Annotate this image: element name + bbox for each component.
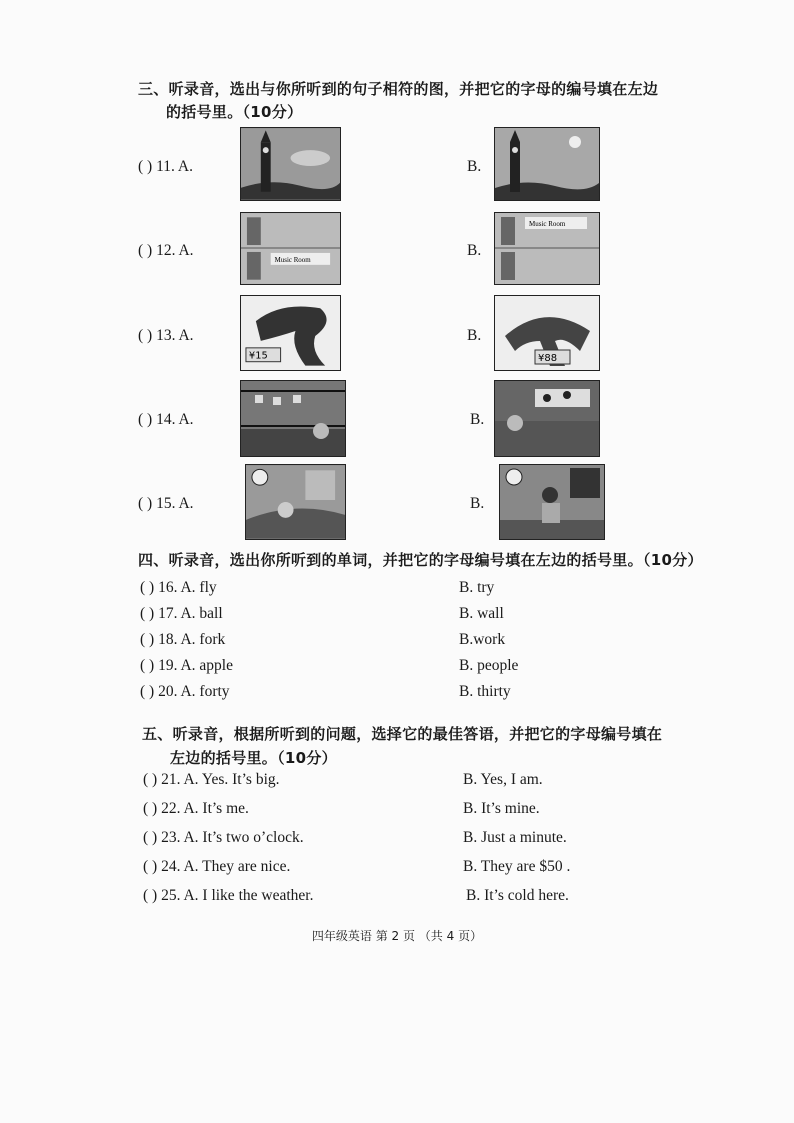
question-25-a: ( ) 25. A. I like the weather. (143, 887, 314, 904)
question-16-b: B. try (459, 579, 495, 596)
question-20-a: ( ) 20. A. forty (140, 683, 230, 700)
question-16-a: ( ) 16. A. fly (140, 579, 217, 596)
picture-12b-doors (494, 212, 600, 285)
question-20-b: B. thirty (459, 683, 511, 700)
question-22-a: ( ) 22. A. It’s me. (143, 800, 249, 817)
question-11-label: ( ) 11. A. (138, 158, 193, 175)
question-14-label: ( ) 14. A. (138, 411, 194, 428)
picture-13b-striped-scarf (494, 295, 600, 371)
question-15-label: ( ) 15. A. (138, 495, 194, 512)
question-17-b: B. wall (459, 605, 504, 622)
picture-15b-bedroom-night (499, 464, 605, 540)
picture-13a-dotted-scarf (240, 295, 341, 371)
question-15-b-label: B. (470, 495, 485, 512)
question-25-b: B. It’s cold here. (466, 887, 569, 904)
picture-11b-big-ben-sunny (494, 127, 600, 201)
question-19-b: B. people (459, 657, 519, 674)
question-24-b: B. They are $50 . (463, 858, 571, 875)
picture-11a-big-ben-cloudy (240, 127, 341, 201)
question-19-a: ( ) 19. A. apple (140, 657, 233, 674)
question-18-a: ( ) 18. A. fork (140, 631, 226, 648)
picture-14b-farm-scene (494, 380, 600, 457)
question-21-b: B. Yes, I am. (463, 771, 543, 788)
section-5-title: 五、听录音，根据所听到的问题，选择它的最佳答语，并把它的字母编号填在 (142, 725, 663, 743)
question-13-b-label: B. (467, 327, 482, 344)
question-22-b: B. It’s mine. (463, 800, 540, 817)
question-23-a: ( ) 23. A. It’s two o’clock. (143, 829, 304, 846)
price-tag-a: ¥15 (248, 350, 268, 362)
question-21-a: ( ) 21. A. Yes. It’s big. (143, 771, 280, 788)
question-24-a: ( ) 24. A. They are nice. (143, 858, 291, 875)
section-5-title-cont: 左边的括号里。（10分） (170, 749, 337, 767)
question-12-b-label: B. (467, 242, 482, 259)
picture-12a-doors (240, 212, 341, 285)
section-3-title-cont: 的括号里。（10分） (166, 103, 303, 121)
question-13-label: ( ) 13. A. (138, 327, 194, 344)
page-footer: 四年级英语 第 2 页 （共 4 页） (311, 929, 483, 943)
picture-15a-bedroom-day (245, 464, 346, 540)
music-room-sign-b: Music Room (529, 220, 566, 228)
question-11-b-label: B. (467, 158, 482, 175)
music-room-sign-a: Music Room (274, 256, 311, 264)
question-12-label: ( ) 12. A. (138, 242, 194, 259)
question-18-b: B.work (459, 631, 506, 648)
section-3-title: 三、听录音，选出与你所听到的句子相符的图，并把它的字母的编号填在左边 (138, 80, 659, 98)
section-4-title: 四、听录音，选出你所听到的单词，并把它的字母编号填在左边的括号里。（10分） (138, 551, 703, 569)
question-14-b-label: B. (470, 411, 485, 428)
question-17-a: ( ) 17. A. ball (140, 605, 223, 622)
price-tag-b: ¥88 (538, 353, 558, 364)
picture-14a-fence-scene (240, 380, 346, 457)
question-23-b: B. Just a minute. (463, 829, 567, 846)
